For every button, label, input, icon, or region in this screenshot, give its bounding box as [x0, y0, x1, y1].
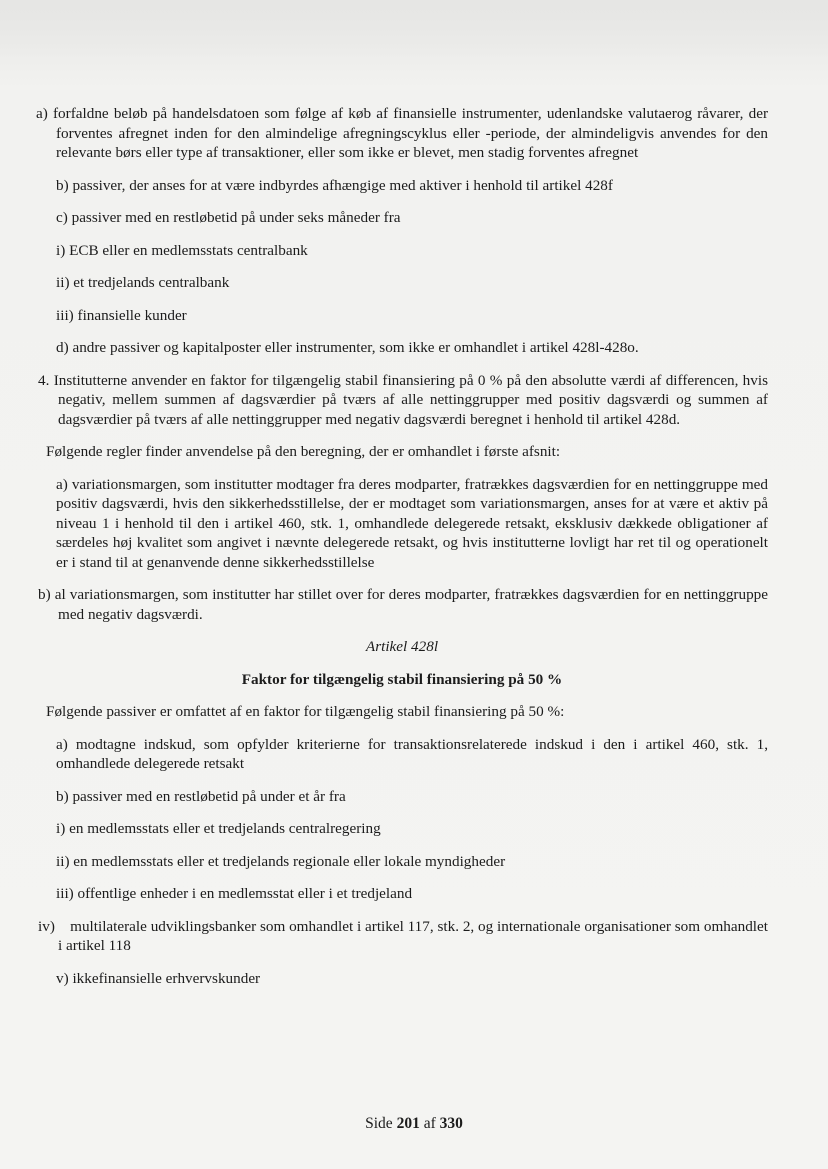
footer-of: af — [423, 1115, 436, 1132]
article-number: Artikel 428l — [365, 638, 439, 655]
article-item-b-i: i) en medlemsstats eller et tredjelands centralregering — [56, 820, 381, 837]
document-body — [36, 104, 772, 988]
item-a-variationsmargen: a) variationsmargen, som institutter modtager fra deres modparter, fratrækkes dagsværdien for en nettinggruppe med positiv dagsværdi, hvis den sikkerhedsstillelse, der er modtaget som variationsmargen, anses for at være et aktiv på niveau 1 i henhold til den i artikel 460, stk. 1, omhandlede delegerede retsakt, eksklusiv dækkede obligationer af særdeles høj kvalitet som angivet i nævnte delegerede retsakt, og hvis institutterne lovligt har ret til og operationelt er i stand til at genanvende denne sikkerhedsstillelse — [56, 475, 768, 571]
article-title: Faktor for tilgængelig stabil finansiering på 50 % — [241, 670, 563, 688]
footer-prefix: Side — [365, 1115, 393, 1132]
article-item-a: a) modtagne indskud, som opfylder kriterierne for transaktionsrelaterede indskud i den i artikel 460, stk. 1, omhandlede delegerede retsakt — [56, 735, 768, 772]
scan-top-band — [0, 0, 828, 90]
item-d-andre-passiver: d) andre passiver og kapitalposter eller instrumenter, som ikke er omhandlet i artikel 428l-428o. — [56, 339, 639, 356]
article-item-b-ii: ii) en medlemsstats eller et tredjelands regionale eller lokale myndigheder — [56, 852, 506, 870]
article-item-b: b) passiver med en restløbetid på under et år fra — [56, 787, 346, 805]
paragraph-4: 4. Institutterne anvender en faktor for tilgængelig stabil finansiering på 0 % på den absolutte værdi af differencen, hvis negativ, mellem summen af dagsværdier på tværs af alle nettinggrupper med positiv dagsværdi og summen af dagsværdier på tværs af alle nettinggrupper med negativ dagsværdi beregnet i henhold til artikel 428d. — [38, 371, 768, 428]
rules-intro: Følgende regler finder anvendelse på den beregning, der er omhandlet i første afsnit: — [46, 443, 561, 460]
page-footer — [0, 1115, 828, 1133]
article-item-b-iii: iii) offentlige enheder i en medlemsstat eller i et tredjeland — [56, 885, 413, 902]
article-item-b-v: v) ikkefinansielle erhvervskunder — [56, 969, 261, 987]
article-item-b-iv: iv) multilaterale udviklingsbanker som omhandlet i artikel 117, stk. 2, og internationale organisationer som omhandlet i artikel 118 — [38, 917, 772, 954]
item-b-passiver-afhaengige: b) passiver, der anses for at være indbyrdes afhængige med aktiver i henhold til artikel 428f — [56, 176, 613, 194]
item-b-variationsmargen: b) al variationsmargen, som institutter har stillet over for deres modparter, fratrækkes dagsværdien for en nettinggruppe med negativ dagsværdi. — [38, 586, 768, 623]
item-c-iii: iii) finansielle kunder — [56, 306, 187, 324]
footer-total-pages: 330 — [439, 1115, 463, 1132]
footer-page-number: 201 — [396, 1115, 420, 1132]
item-c-i: i) ECB eller en medlemsstats centralbank — [56, 241, 308, 259]
item-c-passiver-restloebetid: c) passiver med en restløbetid på under seks måneder fra — [56, 209, 401, 226]
item-c-ii: ii) et tredjelands centralbank — [56, 274, 230, 291]
item-a-forfaldne: a) forfaldne beløb på handelsdatoen som følge af køb af finansielle instrumenter, udenlandske valutaerog råvarer, der forventes afregnet inden for den almindelige afregningscyklus eller -periode, der almindeligvis anvendes for den relevante børs eller type af transaktioner, eller som ikke er blevet, men stadig forventes afregnet — [36, 105, 768, 161]
article-intro: Følgende passiver er omfattet af en faktor for tilgængelig stabil finansiering på 50 %: — [46, 703, 565, 720]
